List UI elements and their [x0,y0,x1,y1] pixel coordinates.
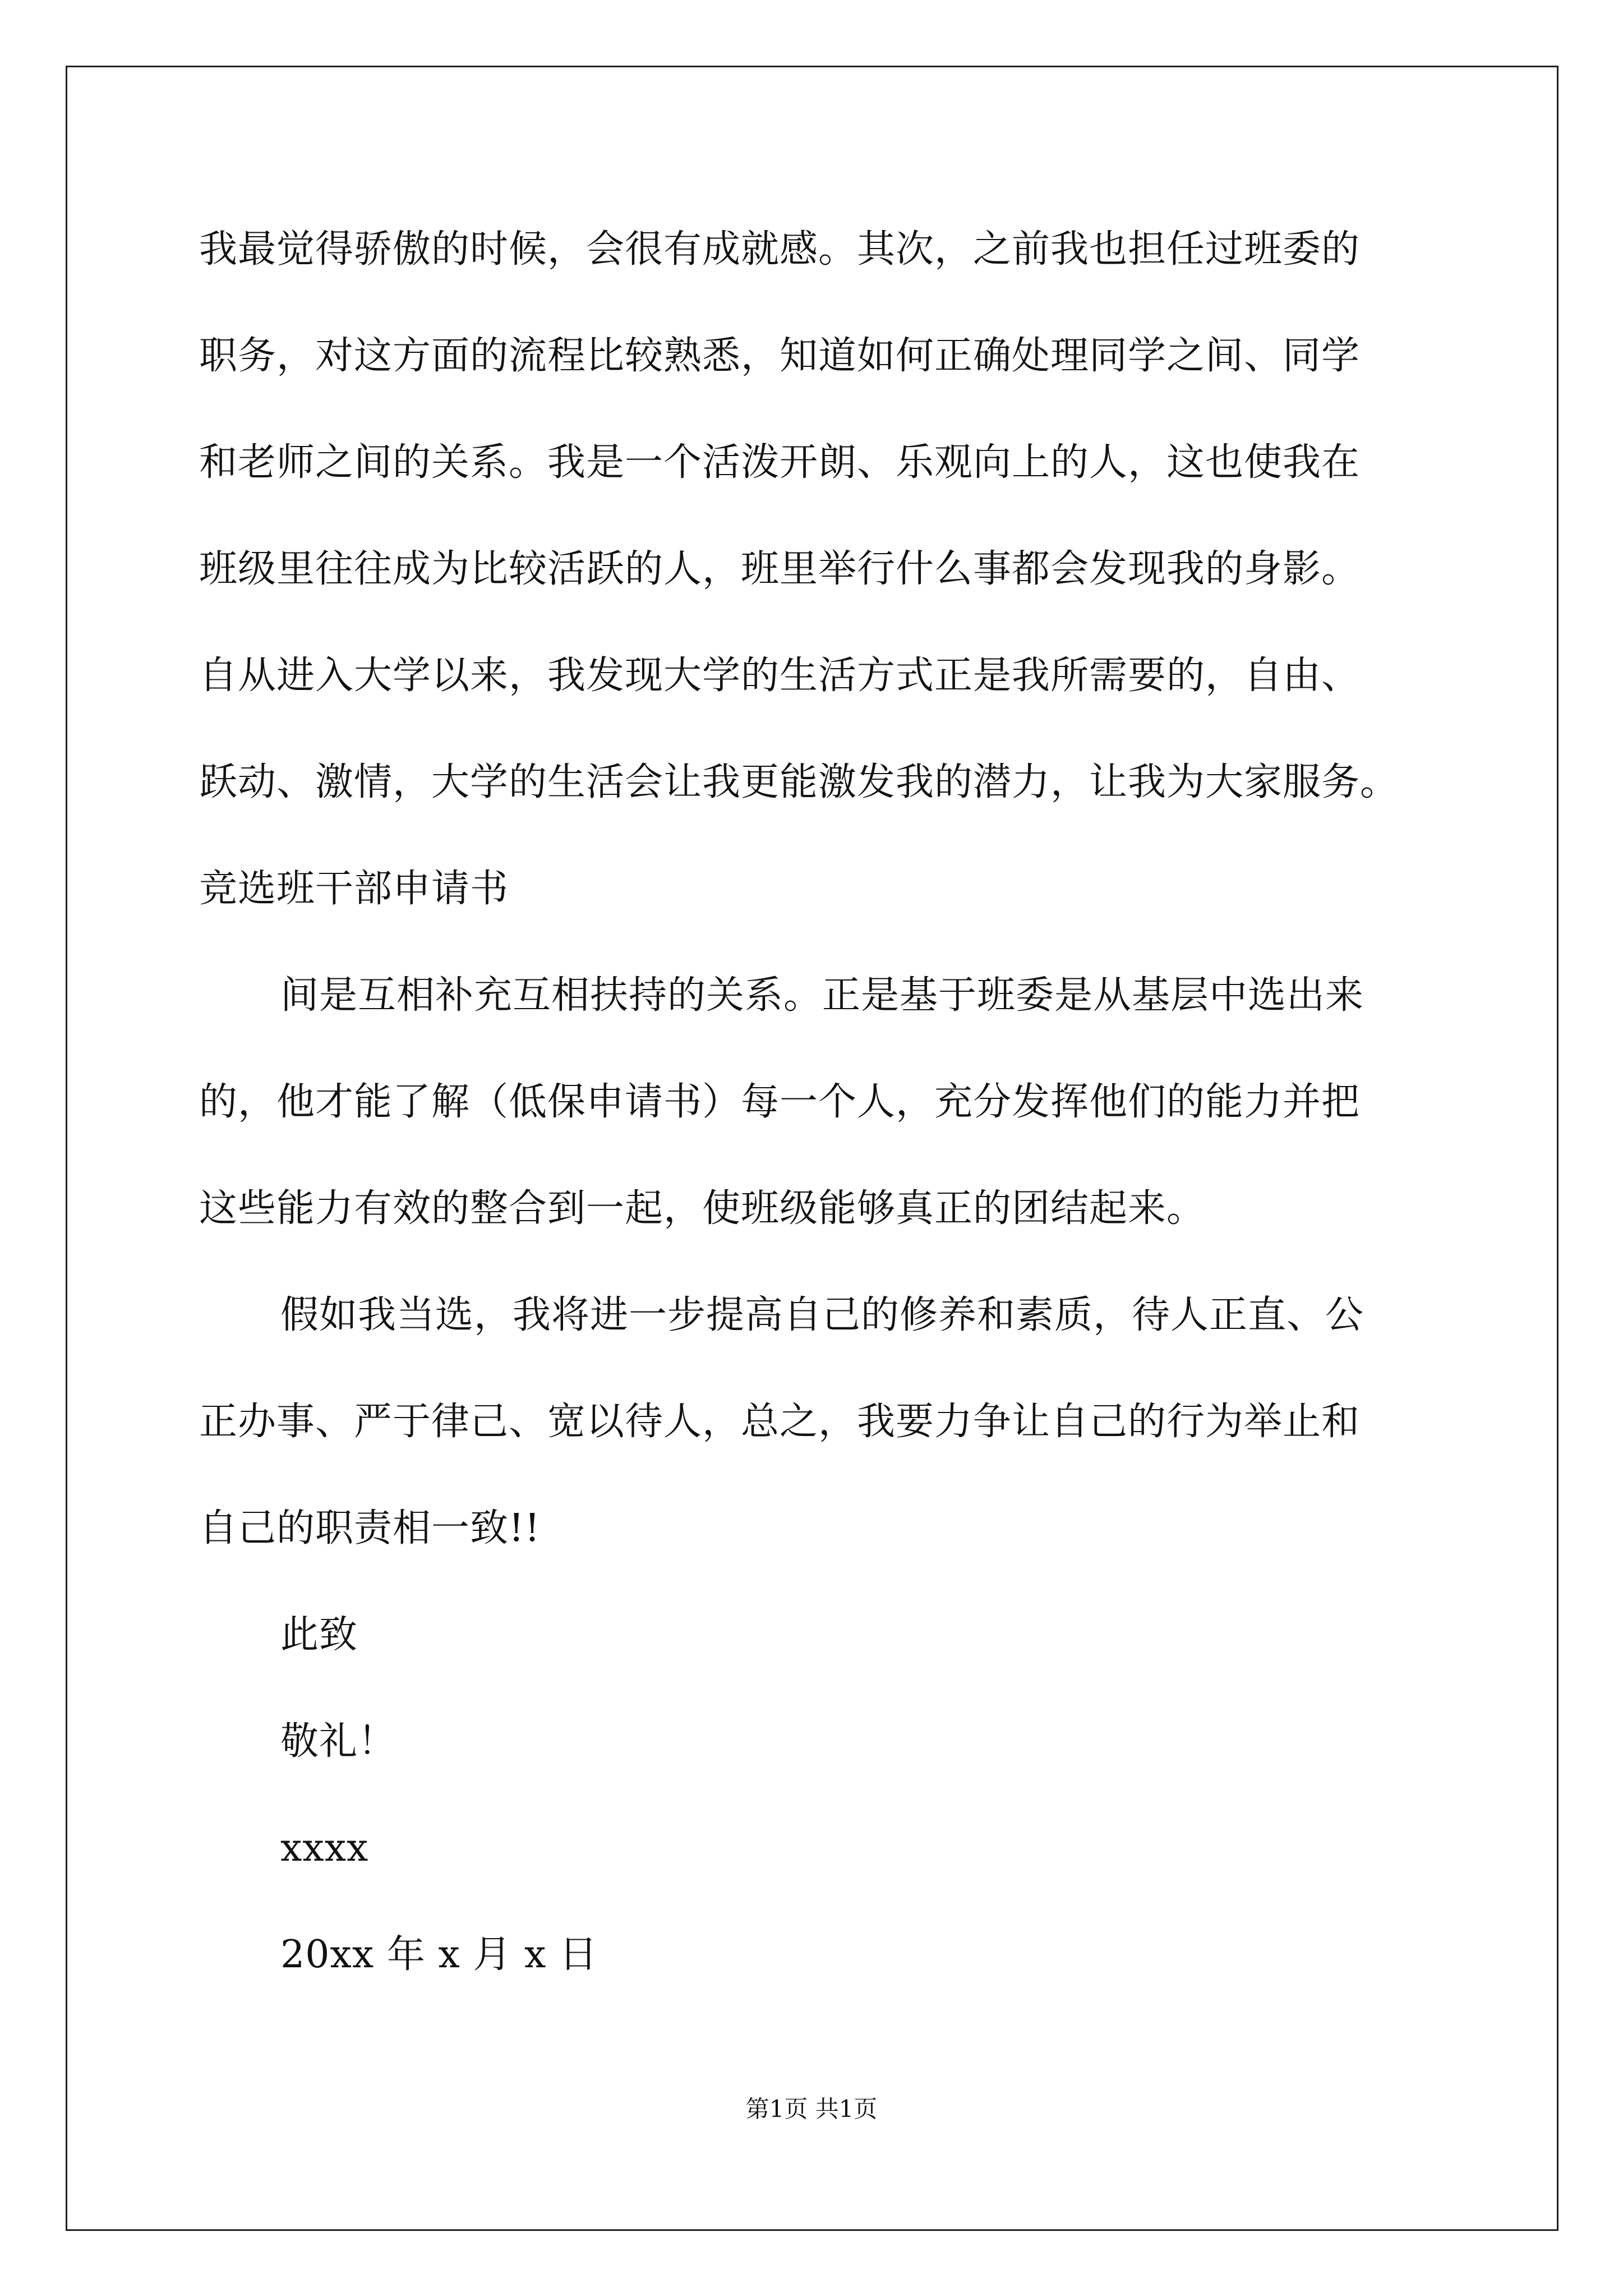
date-text: 20xx 年 x 月 x 日 [280,1932,598,1977]
salute-text: 敬礼！ [280,1719,397,1764]
body-text-line: 的，他才能了解（低保申请书）每一个人，充分发挥他们的能力并把 [199,1080,1361,1124]
document-heading: 竞选班干部申请书 [199,867,509,911]
body-text-line: 跃动、激情，大学的生活会让我更能激发我的潜力，让我为大家服务。 [199,760,1399,804]
body-text-line: 自己的职责相一致!! [199,1506,541,1550]
body-text-line: 班级里往往成为比较活跃的人，班里举行什么事都会发现我的身影。 [199,547,1361,591]
body-text-line: 我最觉得骄傲的时候，会很有成就感。其次，之前我也担任过班委的 [199,227,1361,272]
signature-text: xxxx [280,1826,369,1870]
body-text-line: 这些能力有效的整合到一起，使班级能够真正的团结起来。 [199,1186,1206,1231]
body-text-line: 间是互相补充互相扶持的关系。正是基于班委是从基层中选出来 [280,973,1364,1018]
body-text-line: 自从进入大学以来，我发现大学的生活方式正是我所需要的，自由、 [199,654,1361,698]
page-border [66,66,1559,2231]
page-footer: 第1页 共1页 [745,2095,878,2123]
closing-text: 此致 [280,1613,358,1657]
body-text-line: 职务，对这方面的流程比较熟悉，知道如何正确处理同学之间、同学 [199,334,1361,378]
body-text-line: 正办事、严于律己、宽以待人，总之，我要力争让自己的行为举止和 [199,1400,1361,1444]
body-text-line: 和老师之间的关系。我是一个活泼开朗、乐观向上的人，这也使我在 [199,440,1361,485]
body-text-line: 假如我当选，我将进一步提高自己的修养和素质，待人正直、公 [280,1293,1364,1337]
